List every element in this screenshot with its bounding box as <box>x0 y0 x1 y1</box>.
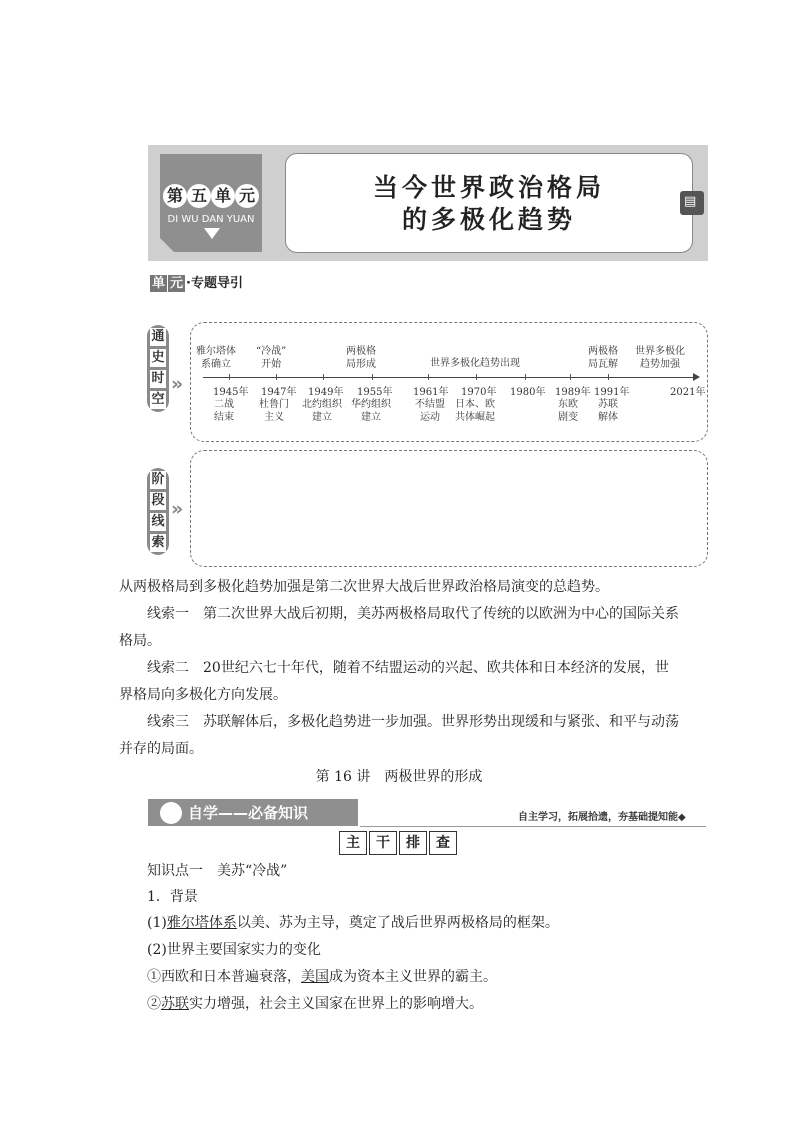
clue-text: 苏联解体后，多极化趋势进一步加强。世界形势出现缓和与紧张、和平与动荡并存的局面。 <box>119 714 679 757</box>
item-prefix: (1) <box>147 915 167 931</box>
side-char: 通 <box>151 329 165 344</box>
side-char: 段 <box>151 493 165 508</box>
clue-text: 第二次世界大战后初期，美苏两极格局取代了传统的以欧洲为中心的国际关系格局。 <box>119 606 679 649</box>
event-ussr: 苏联 解体 <box>598 399 618 423</box>
unit-title-line-2: 的多极化趋势 <box>401 205 576 234</box>
item-prefix: ② <box>147 996 161 1012</box>
event-yalta: 雅尔塔体 系确立 <box>196 346 236 370</box>
timeline-side-label <box>147 325 169 412</box>
unit-char-2: 五 <box>187 184 211 208</box>
event-nam: 不结盟 运动 <box>415 399 445 423</box>
tick <box>608 374 609 380</box>
unit-title-line-1: 当今世界政治格局 <box>372 173 605 202</box>
year-label: 1945年 <box>213 387 249 398</box>
tick <box>525 374 526 380</box>
main-char: 排 <box>399 831 427 855</box>
clue-label: 线索二 <box>147 660 189 676</box>
section-rule <box>360 826 706 827</box>
double-chevron-icon: » <box>171 498 184 520</box>
tick <box>323 374 324 380</box>
unit-badge <box>160 154 262 252</box>
year-label: 1989年 <box>555 387 591 398</box>
underlined-term: 苏联 <box>161 996 189 1012</box>
item-power-change: (2)世界主要国家实力的变化 <box>147 942 321 958</box>
unit-char-4: 元 <box>235 184 259 208</box>
main-char: 查 <box>429 831 457 855</box>
timeline-arrow-icon <box>693 373 700 381</box>
unit-title-box <box>285 153 693 253</box>
guide-box-1: 单 <box>151 276 165 291</box>
summary-text: 从两极格局到多极化趋势加强是第二次世界大战后世界政治格局演变的总趋势。 <box>119 579 609 595</box>
tick <box>372 374 373 380</box>
heading-background: 1．背景 <box>147 889 198 905</box>
main-char: 干 <box>369 831 397 855</box>
underlined-term: 雅尔塔体系 <box>166 915 237 931</box>
knowledge-point-title: 知识点一 美苏“冷战” <box>147 863 288 879</box>
clue-1 <box>119 601 679 655</box>
event-ww2-end: 二战 结束 <box>214 399 234 423</box>
item-text: ①西欧和日本普遍衰落， <box>147 969 301 985</box>
clue-text: 20世纪六七十年代，随着不结盟运动的兴起、欧共体和日本经济的发展，世界格局向多极化方向发展。 <box>119 660 669 703</box>
unit-char-1: 第 <box>163 184 187 208</box>
item-west-europe <box>147 964 707 991</box>
clues-side-label <box>147 468 169 555</box>
section-title-b: ——必备知识 <box>218 804 309 822</box>
side-char: 索 <box>151 535 165 550</box>
section-title <box>188 802 308 823</box>
underlined-term: 美国 <box>301 969 329 985</box>
timeline-box <box>190 322 708 442</box>
year-label: 2021年 <box>670 387 706 398</box>
unit-title <box>286 172 692 236</box>
event-multipolar-strength: 世界多极化 趋势加强 <box>635 346 685 370</box>
lesson-title: 第 16 讲 两极世界的形成 <box>315 769 483 785</box>
event-multipolar-trend: 世界多极化趋势出现 <box>430 358 520 369</box>
event-nato: 北约组织 建立 <box>302 399 342 423</box>
book-search-icon: ▤ <box>680 191 704 215</box>
year-label: 1961年 <box>413 387 449 398</box>
year-label: 1980年 <box>510 387 546 398</box>
clue-3 <box>119 709 679 763</box>
main-check-header <box>338 831 458 855</box>
side-char: 线 <box>151 514 165 529</box>
down-arrow-icon <box>204 228 220 239</box>
year-label: 1970年 <box>461 387 497 398</box>
side-char: 时 <box>151 371 165 386</box>
tick <box>276 374 277 380</box>
event-east-europe: 东欧 剧变 <box>558 399 578 423</box>
tick <box>570 374 571 380</box>
tick <box>476 374 477 380</box>
item-text: 以美、苏为主导，奠定了战后世界两极格局的框架。 <box>236 915 559 931</box>
double-chevron-icon: » <box>171 373 184 395</box>
item-soviet <box>147 991 707 1018</box>
year-label: 1955年 <box>357 387 393 398</box>
section-title-a: 自学 <box>188 804 219 822</box>
clues-box <box>190 450 708 567</box>
section-tagline: 自主学习，拓展拾遗，夯基础提知能◆ <box>518 812 686 823</box>
guide-label-text: ·专题导引 <box>186 276 243 291</box>
clue-label: 线索一 <box>147 606 189 622</box>
tick <box>229 374 230 380</box>
event-bipolar: 两极格 局形成 <box>346 346 376 370</box>
item-text: 成为资本主义世界的霸主。 <box>329 969 497 985</box>
main-char: 主 <box>339 831 367 855</box>
year-label: 1947年 <box>261 387 297 398</box>
section-bar <box>148 799 358 826</box>
event-japan-eu: 日本、欧 共体崛起 <box>455 399 495 423</box>
clue-2 <box>119 655 679 709</box>
tick <box>428 374 429 380</box>
side-char: 史 <box>151 350 165 365</box>
event-coldwar: “冷战” 开始 <box>256 346 287 370</box>
event-warsaw: 华约组织 建立 <box>351 399 391 423</box>
side-char: 空 <box>151 392 165 407</box>
year-label: 1949年 <box>308 387 344 398</box>
unit-pinyin: DI WU DAN YUAN <box>167 214 255 225</box>
year-label: 1991年 <box>594 387 630 398</box>
event-bipolar-collapse: 两极格 局瓦解 <box>588 346 618 370</box>
guide-box-2: 元 <box>169 276 183 291</box>
side-char: 阶 <box>151 472 165 487</box>
item-text: 实力增强，社会主义国家在世界上的影响增大。 <box>189 996 483 1012</box>
unit-char-3: 单 <box>211 184 235 208</box>
badge-fold-corner <box>160 238 174 252</box>
clue-label: 线索三 <box>147 714 189 730</box>
guide-label <box>150 272 243 292</box>
section-dot-icon <box>160 802 182 824</box>
event-truman: 杜鲁门 主义 <box>259 399 289 423</box>
item-yalta <box>147 910 707 937</box>
